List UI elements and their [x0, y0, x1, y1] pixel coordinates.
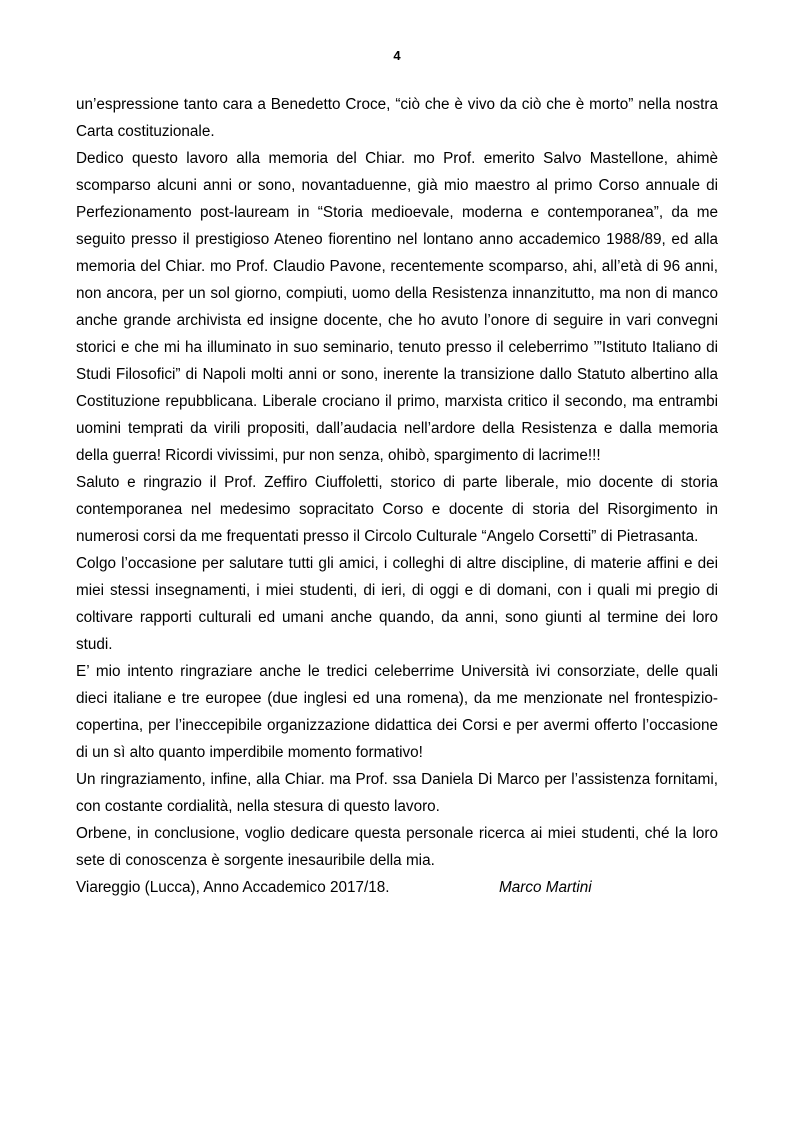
document-body	[76, 91, 718, 901]
paragraph-greetings: Colgo l’occasione per salutare tutti gli amici, i colleghi di altre discipline, di materie affini e dei miei stessi insegnamenti, i miei studenti, di ieri, di oggi e di domani, con i quali mi pregio di coltivare rapporti culturali ed umani anche quando, da anni, sono giunti al termine dei loro studi.	[76, 555, 718, 653]
paragraph-conclusion: Orbene, in conclusione, voglio dedicare questa personale ricerca ai miei studenti, ché la loro sete di conoscenza è sorgente inesauribile della mia.	[76, 825, 718, 869]
page-number: 4	[393, 48, 401, 63]
signature-author: Marco Martini	[499, 879, 592, 896]
paragraph-dedication: Dedico questo lavoro alla memoria del Chiar. mo Prof. emerito Salvo Mastellone, ahimè scomparso alcuni anni or sono, novantaduenne, già mio maestro al primo Corso annuale di Perfezionamento post-lauream in “Storia medioevale, moderna e contemporanea”, da me seguito presso il prestigioso Ateneo fiorentino nel lontano anno accademico 1988/89, ed alla memoria del Chiar. mo Prof. Claudio Pavone, recentemente scomparso, ahi, all’età di 96 anni, non ancora, per un sol giorno, compiuti, uomo della Resistenza innanzitutto, ma non di manco anche grande archivista ed insigne docente, che ho avuto l’onore di seguire in vari convegni storici e che mi ha illuminato in suo seminario, tenuto presso il celeberrimo ’”Istituto Italiano di Studi Filosofici” di Napoli molti anni or sono, inerente la transizione dallo Statuto albertino alla Costituzione repubblicana. Liberale crociano il primo, marxista critico il secondo, ma entrambi uomini temprati da virili propositi, dall’audacia nell’ardore della Resistenza e dalla memoria della guerra! Ricordi vivissimi, pur non senza, ohibò, spargimento di lacrime!!!	[76, 150, 718, 464]
paragraph-universities-thanks: E’ mio intento ringraziare anche le tredici celeberrime Università ivi consorziate, delle quali dieci italiane e tre europee (due inglesi ed una romena), da me menzionate nel frontespizio-copertina, per l’ineccepibile organizzazione didattica dei Corsi e per avermi offerto l’occasione di un sì alto quanto imperdibile momento formativo!	[76, 663, 718, 761]
signature-place-date: Viareggio (Lucca), Anno Accademico 2017/18.	[76, 879, 390, 896]
signature-line	[76, 874, 718, 901]
paragraph-di-marco-thanks: Un ringraziamento, infine, alla Chiar. ma Prof. ssa Daniela Di Marco per l’assistenza fornitami, con costante cordialità, nella stesura di questo lavoro.	[76, 771, 718, 815]
paragraph-croce-quote: un’espressione tanto cara a Benedetto Croce, “ciò che è vivo da ciò che è morto” nella nostra Carta costituzionale.	[76, 96, 718, 140]
paragraph-ciuffoletti-thanks: Saluto e ringrazio il Prof. Zeffiro Ciuffoletti, storico di parte liberale, mio docente di storia contemporanea nel medesimo sopracitato Corso e docente di storia del Risorgimento in numerosi corsi da me frequentati presso il Circolo Culturale “Angelo Corsetti” di Pietrasanta.	[76, 474, 718, 545]
